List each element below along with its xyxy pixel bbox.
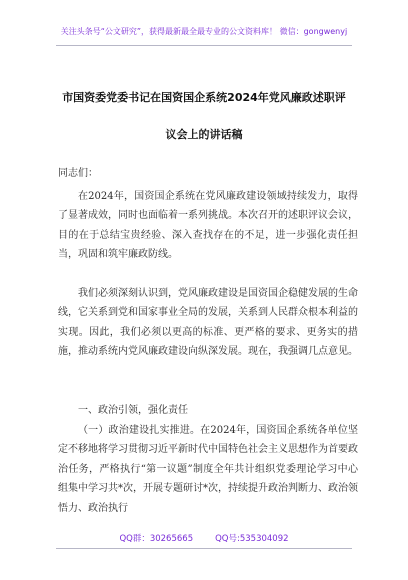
salutation: 同志们： xyxy=(58,168,98,179)
footer-contacts xyxy=(0,532,408,546)
header-divider xyxy=(56,45,352,46)
qq-group-number: QQ群：30265665 xyxy=(119,534,194,544)
header-notice: 关注头条号“公文研究”，获得最新最全最专业的公文资料库！ 微信：gongwenyj xyxy=(60,27,348,36)
qq-account-number: QQ号:535304092 xyxy=(215,534,289,544)
document-title-line-1: 市国资委党委书记在国资国企系统2024年党风廉政述职评 xyxy=(62,91,346,104)
section-1-paragraph: （一）政治建设扎实推进。在2024年，国资国企系统各单位坚定不移地将学习贯彻习近平新时代中国特色社会主义思想作为首要政治任务，严格执行“第一议题”制度全年共计组织党委理论学习中心组集中学习共*次，开展专题研讨*次，持续提升政治判断力、政治领悟力、政治执行 xyxy=(58,425,358,514)
paragraph-1: 在2024年，国资国企系统在党风廉政建设领域持续发力，取得了显著成效，同时也面临着一系列挑战。本次召开的述职评议会议，目的在于总结宝贵经验、深入查找存在的不足，进一步强化责任担当，巩固和筑牢廉政防线。 xyxy=(58,191,358,261)
document-title-line-2: 议会上的讲话稿 xyxy=(165,128,243,141)
footer-divider xyxy=(56,548,352,549)
paragraph-2: 我们必须深刻认识到，党风廉政建设是国资国企稳健发展的生命线，它关系到党和国家事业全局的发展，关系到人民群众根本利益的实现。因此，我们必须以更高的标准、更严格的要求、更务实的措施，推动系统内党风廉政建设向纵深发展。现在，我强调几点意见。 xyxy=(58,288,358,358)
section-1-heading: 一、政治引领，强化责任 xyxy=(78,405,188,416)
